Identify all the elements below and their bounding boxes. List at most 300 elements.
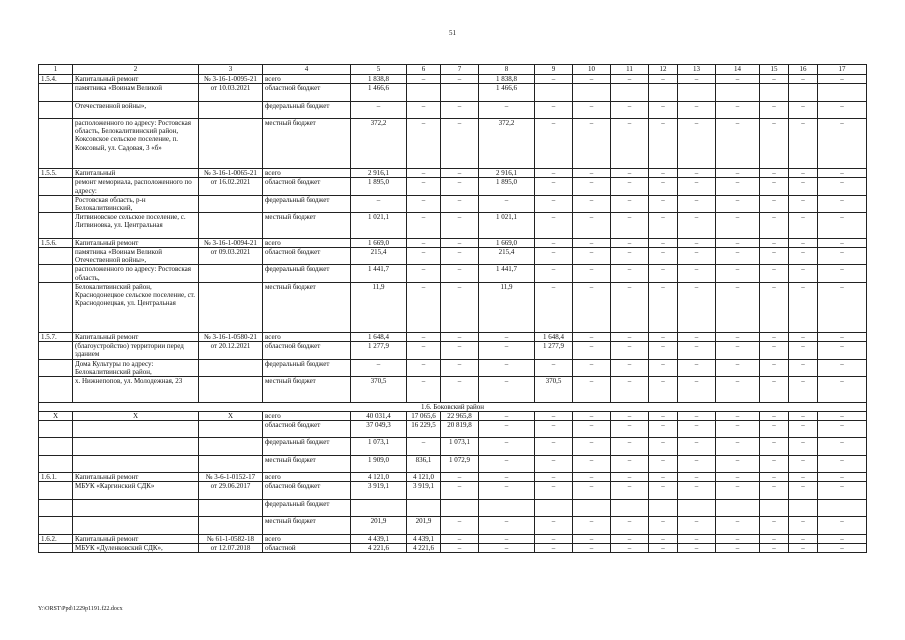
amount-cell: – [649,534,678,543]
amount-cell: – [789,238,818,247]
amount-cell: 1 669,0 [479,238,535,247]
amount-cell: – [649,543,678,552]
amount-cell: – [716,517,760,534]
amount-cell: – [611,359,649,376]
amount-cell: – [441,213,479,239]
amount-cell [789,84,818,101]
table-row [39,75,867,84]
amount-cell: 215,4 [351,247,407,264]
item-number [39,213,73,239]
amount-cell: – [573,169,611,178]
amount-cell: – [479,359,535,376]
amount-cell: 1 277,9 [535,342,573,359]
amount-cell: – [716,421,760,438]
funding-source: федеральный бюджет [263,265,351,282]
amount-cell: – [441,473,479,482]
object-name: Дома Культуры по адресу: Белокалитвинский район, [73,359,199,376]
amount-cell: 1 648,4 [351,332,407,341]
amount-cell: – [678,332,716,341]
amount-cell: – [573,473,611,482]
amount-cell: – [760,195,789,212]
amount-cell: 22 965,8 [441,411,479,420]
document-number: № 3-16-1-0580-21 [199,332,263,341]
amount-cell: – [479,482,535,499]
amount-cell: – [479,534,535,543]
item-number [39,499,73,516]
amount-cell: – [818,213,867,239]
amount-cell: – [678,455,716,472]
amount-cell: – [760,247,789,264]
amount-cell: – [649,455,678,472]
amount-cell: – [649,359,678,376]
table-row [39,332,867,341]
amount-cell: – [716,247,760,264]
column-header: 14 [716,65,760,75]
amount-cell: 201,9 [351,517,407,534]
item-number [39,101,73,118]
amount-cell: – [789,421,818,438]
amount-cell: – [441,282,479,332]
amount-cell [789,499,818,516]
amount-cell: – [789,332,818,341]
column-header: 4 [263,65,351,75]
amount-cell: 1 072,9 [441,455,479,472]
table-row [39,517,867,534]
object-name: ремонт мемориала, расположенного по адресу: [73,178,199,195]
item-number [39,421,73,438]
amount-cell: – [716,238,760,247]
amount-cell: – [573,342,611,359]
amount-cell [407,499,441,516]
amount-cell: 1 441,7 [351,265,407,282]
amount-cell: – [573,359,611,376]
funding-source: федеральный бюджет [263,101,351,118]
amount-cell: – [611,195,649,212]
amount-cell: – [441,195,479,212]
document-number [199,213,263,239]
amount-cell: – [535,534,573,543]
amount-cell: 1 466,6 [479,84,535,101]
amount-cell: – [649,342,678,359]
amount-cell: – [649,75,678,84]
table-row [39,359,867,376]
amount-cell: – [611,543,649,552]
amount-cell: – [760,213,789,239]
document-number: № 3-16-1-0094-21 [199,238,263,247]
amount-cell: – [611,178,649,195]
amount-cell: – [760,101,789,118]
table-row [39,342,867,359]
amount-cell: – [611,455,649,472]
amount-cell: – [818,195,867,212]
amount-cell: – [611,213,649,239]
amount-cell [611,84,649,101]
amount-cell: – [407,75,441,84]
amount-cell: – [611,238,649,247]
item-number [39,265,73,282]
amount-cell: – [818,342,867,359]
column-header: 9 [535,65,573,75]
amount-cell: – [535,238,573,247]
amount-cell: – [479,473,535,482]
amount-cell: – [818,238,867,247]
amount-cell: – [573,118,611,168]
amount-cell: – [678,359,716,376]
amount-cell: – [818,265,867,282]
amount-cell: – [789,213,818,239]
amount-cell: – [649,247,678,264]
amount-cell: – [611,517,649,534]
item-number [39,84,73,101]
amount-cell: 370,5 [351,377,407,403]
page-number: 51 [449,29,456,37]
amount-cell: – [479,342,535,359]
amount-cell: – [649,282,678,332]
amount-cell: – [716,169,760,178]
object-name: Капитальный ремонт [73,332,199,341]
amount-cell: 836,1 [407,455,441,472]
document-number: от 29.06.2017 [199,482,263,499]
funding-source: областной бюджет [263,247,351,264]
amount-cell: – [716,438,760,455]
amount-cell: – [573,178,611,195]
document-number [199,118,263,168]
amount-cell: – [407,377,441,403]
amount-cell: 4 121,0 [407,473,441,482]
object-name: Белокалитвинский район, Краснодонецкое сельское поселение, ст. Краснодонецкая, ул. Центральная [73,282,199,332]
amount-cell: – [678,195,716,212]
amount-cell: – [407,213,441,239]
amount-cell: – [479,195,535,212]
amount-cell: – [789,411,818,420]
amount-cell: – [760,473,789,482]
amount-cell: – [535,411,573,420]
item-number [39,359,73,376]
table-body [39,75,867,553]
document-number [199,455,263,472]
amount-cell: – [441,75,479,84]
amount-cell: 372,2 [479,118,535,168]
amount-cell: – [441,534,479,543]
item-number [39,178,73,195]
document-number: № 3-16-1-0065-21 [199,169,263,178]
column-header: 13 [678,65,716,75]
amount-cell: – [573,482,611,499]
document-number: от 20.12.2021 [199,342,263,359]
funding-source: областной бюджет [263,84,351,101]
amount-cell: – [789,282,818,332]
amount-cell [479,499,535,516]
item-number: Х [39,411,73,420]
amount-cell: – [789,178,818,195]
object-name [73,421,199,438]
amount-cell: – [760,377,789,403]
column-header: 15 [760,65,789,75]
amount-cell: – [649,178,678,195]
object-name: расположенного по адресу: Ростовская область, [73,265,199,282]
amount-cell: 3 919,1 [407,482,441,499]
amount-cell: – [818,438,867,455]
table-row [39,499,867,516]
amount-cell: – [611,282,649,332]
amount-cell: – [716,213,760,239]
object-name: (благоустройство) территории перед зданием [73,342,199,359]
amount-cell: – [611,265,649,282]
amount-cell: 4 221,6 [351,543,407,552]
amount-cell: – [789,482,818,499]
column-header: 10 [573,65,611,75]
amount-cell: – [649,473,678,482]
amount-cell [678,84,716,101]
amount-cell: – [716,101,760,118]
amount-cell: 4 221,6 [407,543,441,552]
document-number [199,517,263,534]
funding-source: местный бюджет [263,517,351,534]
amount-cell: – [441,118,479,168]
amount-cell: – [678,213,716,239]
amount-cell: – [479,411,535,420]
amount-cell: – [573,377,611,403]
amount-cell: – [818,377,867,403]
amount-cell [573,499,611,516]
amount-cell: – [716,534,760,543]
amount-cell: – [611,377,649,403]
amount-cell: – [789,473,818,482]
amount-cell: – [573,543,611,552]
amount-cell [611,499,649,516]
amount-cell: 1 895,0 [351,178,407,195]
amount-cell: – [760,359,789,376]
amount-cell: – [818,169,867,178]
amount-cell: – [760,438,789,455]
document-number [199,195,263,212]
amount-cell: – [760,238,789,247]
amount-cell: – [760,517,789,534]
amount-cell: – [716,118,760,168]
amount-cell: 1 648,4 [535,332,573,341]
amount-cell: – [535,482,573,499]
amount-cell: – [716,265,760,282]
document-number: № 3-6-1-0152-17 [199,473,263,482]
amount-cell: – [573,534,611,543]
amount-cell: – [535,101,573,118]
amount-cell: – [789,359,818,376]
amount-cell: – [573,238,611,247]
document-number: № 61-1-0582-18 [199,534,263,543]
amount-cell: – [716,482,760,499]
table-row [39,178,867,195]
document-number: от 12.07.2018 [199,543,263,552]
column-header: 12 [649,65,678,75]
amount-cell: – [535,517,573,534]
amount-cell: – [535,169,573,178]
amount-cell: – [407,438,441,455]
amount-cell: 1 073,1 [351,438,407,455]
object-name: Х [73,411,199,420]
amount-cell: – [441,332,479,341]
amount-cell: – [678,75,716,84]
amount-cell: – [760,421,789,438]
amount-cell: – [407,101,441,118]
amount-cell [351,499,407,516]
amount-cell: – [611,101,649,118]
table-row [39,534,867,543]
amount-cell: – [716,543,760,552]
amount-cell [649,499,678,516]
amount-cell: – [351,359,407,376]
amount-cell: – [441,169,479,178]
amount-cell: – [678,438,716,455]
amount-cell: – [818,534,867,543]
amount-cell: – [407,118,441,168]
amount-cell [407,84,441,101]
amount-cell: – [678,282,716,332]
amount-cell: – [535,118,573,168]
object-name: Капитальный ремонт [73,534,199,543]
amount-cell: – [818,411,867,420]
funding-source: областной бюджет [263,178,351,195]
amount-cell [678,499,716,516]
column-header: 7 [441,65,479,75]
amount-cell: – [479,377,535,403]
amount-cell: – [407,342,441,359]
amount-cell: – [351,195,407,212]
amount-cell: 3 919,1 [351,482,407,499]
amount-cell: – [760,282,789,332]
amount-cell [573,84,611,101]
funding-source: местный бюджет [263,282,351,332]
amount-cell: – [441,517,479,534]
amount-cell: – [611,411,649,420]
amount-cell: – [535,473,573,482]
amount-cell: – [716,332,760,341]
funding-source: всего [263,75,351,84]
amount-cell: – [789,455,818,472]
document-number [199,359,263,376]
amount-cell: – [441,482,479,499]
amount-cell: – [649,411,678,420]
amount-cell: – [535,195,573,212]
amount-cell: 1 441,7 [479,265,535,282]
amount-cell [649,84,678,101]
amount-cell: – [535,75,573,84]
funding-source: федеральный бюджет [263,195,351,212]
amount-cell: – [611,75,649,84]
amount-cell: – [573,101,611,118]
amount-cell: – [649,265,678,282]
amount-cell: – [611,118,649,168]
amount-cell: – [818,178,867,195]
amount-cell: – [479,438,535,455]
object-name: х. Нижнепопов, ул. Молодежная, 23 [73,377,199,403]
amount-cell: – [573,282,611,332]
table-row [39,265,867,282]
amount-cell: – [611,534,649,543]
table-row [39,482,867,499]
amount-cell: – [649,213,678,239]
document-number [199,438,263,455]
table-row [39,411,867,420]
document-number [199,265,263,282]
object-name: Капитальный ремонт [73,473,199,482]
item-number: 1.6.1. [39,473,73,482]
funding-source: областной бюджет [263,482,351,499]
amount-cell: 370,5 [535,377,573,403]
funding-source: местный бюджет [263,213,351,239]
funding-source: местный бюджет [263,455,351,472]
amount-cell: 1 021,1 [351,213,407,239]
item-number: 1.5.7. [39,332,73,341]
amount-cell: – [573,247,611,264]
amount-cell: – [760,411,789,420]
amount-cell: – [611,169,649,178]
object-name: Капитальный ремонт [73,238,199,247]
amount-cell: – [573,332,611,341]
funding-source: федеральный бюджет [263,499,351,516]
document-number [199,499,263,516]
amount-cell: 1 277,9 [351,342,407,359]
amount-cell: – [818,118,867,168]
amount-cell: – [678,265,716,282]
amount-cell: – [535,359,573,376]
amount-cell: – [535,455,573,472]
table-row [39,247,867,264]
amount-cell: – [678,421,716,438]
table-row [39,84,867,101]
amount-cell: – [818,101,867,118]
amount-cell: – [535,213,573,239]
amount-cell: – [479,517,535,534]
funding-source: всего [263,534,351,543]
amount-cell: 1 021,1 [479,213,535,239]
amount-cell: – [479,455,535,472]
amount-cell: – [407,178,441,195]
amount-cell: – [573,517,611,534]
amount-cell: – [716,75,760,84]
file-path-footer: Y:\ORST\Ppd\1229p1191.f22.docx [38,606,123,612]
amount-cell: – [716,359,760,376]
amount-cell [441,84,479,101]
amount-cell: – [535,543,573,552]
amount-cell: – [760,332,789,341]
amount-cell: – [760,169,789,178]
funding-source: всего [263,238,351,247]
amount-cell: – [678,411,716,420]
table-row [39,238,867,247]
budget-table [38,64,867,553]
amount-cell: – [818,482,867,499]
amount-cell: – [573,411,611,420]
amount-cell: – [678,247,716,264]
amount-cell: 1 073,1 [441,438,479,455]
amount-cell: – [760,534,789,543]
amount-cell: – [441,265,479,282]
amount-cell: 201,9 [407,517,441,534]
amount-cell: – [818,421,867,438]
amount-cell [760,499,789,516]
amount-cell: – [407,238,441,247]
document-number: Х [199,411,263,420]
amount-cell: – [407,332,441,341]
amount-cell: – [716,342,760,359]
amount-cell: – [678,534,716,543]
table-row [39,421,867,438]
amount-cell: – [407,359,441,376]
amount-cell: – [441,377,479,403]
amount-cell: – [678,118,716,168]
object-name: Ростовская область, р-н Белокалитвинский, [73,195,199,212]
amount-cell: – [535,265,573,282]
